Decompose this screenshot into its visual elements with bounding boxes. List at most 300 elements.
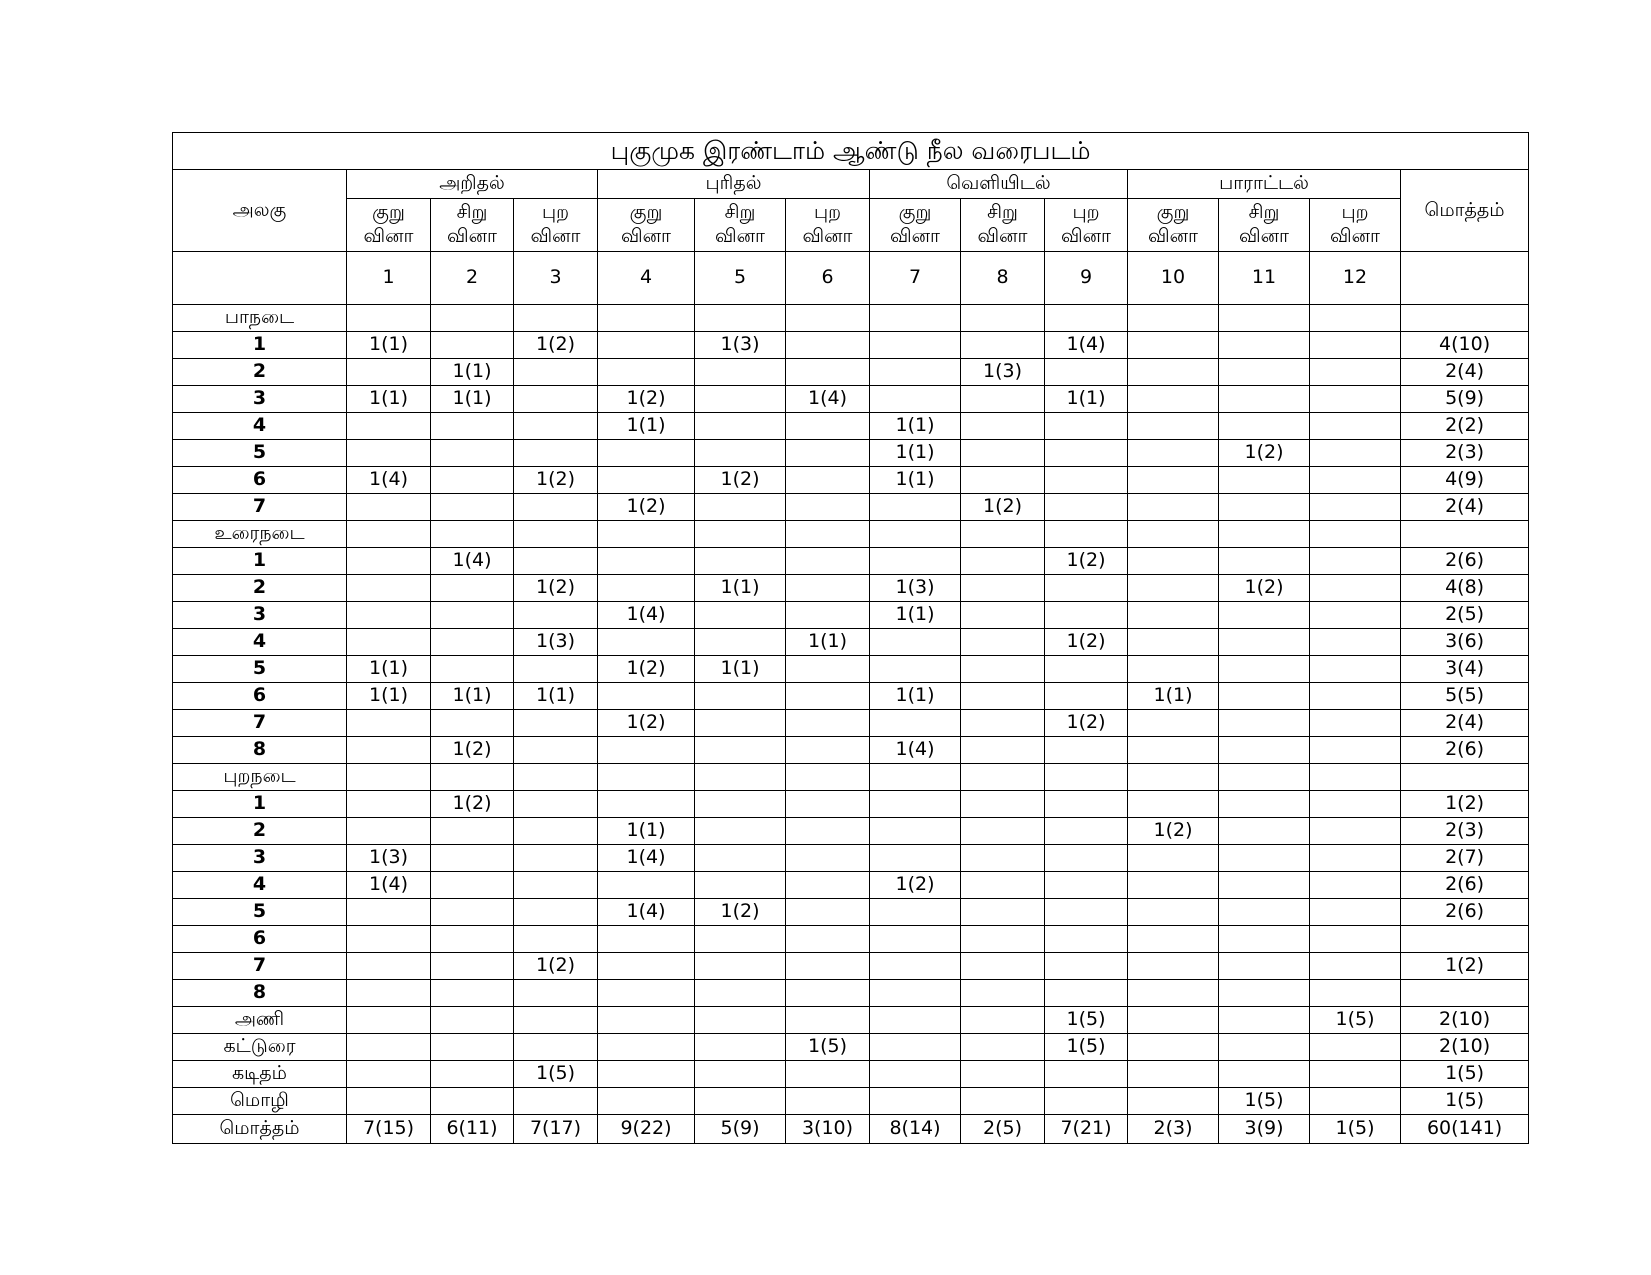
unit-number: 3: [173, 845, 347, 872]
table-cell: 1(1): [870, 683, 961, 710]
table-cell: [347, 359, 431, 386]
table-cell: 1(4): [870, 737, 961, 764]
table-cell: [1045, 1061, 1128, 1088]
table-row: [173, 656, 1529, 683]
table-cell: [870, 818, 961, 845]
table-cell: [431, 332, 514, 359]
empty-cell: [1401, 252, 1529, 305]
table-cell: [1045, 899, 1128, 926]
table-cell: [431, 953, 514, 980]
question-type-line2: வினா: [715, 225, 765, 247]
unit-number: 6: [173, 467, 347, 494]
table-cell: [870, 899, 961, 926]
row-total: 2(5): [1401, 602, 1529, 629]
question-type-line1: குறு: [1156, 201, 1190, 224]
table-cell: [786, 872, 870, 899]
unit-number: 8: [173, 737, 347, 764]
table-cell: 1(1): [431, 359, 514, 386]
row-total: 5(9): [1401, 386, 1529, 413]
table-cell: [347, 521, 431, 548]
table-cell: [1310, 656, 1401, 683]
table-cell: [961, 521, 1045, 548]
table-cell: [1310, 494, 1401, 521]
table-cell: [870, 980, 961, 1007]
table-cell: [1128, 926, 1219, 953]
table-row: [173, 953, 1529, 980]
table-cell: [786, 737, 870, 764]
table-cell: [1310, 791, 1401, 818]
table-cell: [961, 953, 1045, 980]
table-cell: [786, 899, 870, 926]
section-label: கடிதம்: [173, 1061, 347, 1088]
question-type-line1: குறு: [372, 201, 405, 224]
table-cell: [1128, 764, 1219, 791]
table-cell: [431, 575, 514, 602]
table-cell: [786, 1061, 870, 1088]
table-cell: 1(2): [598, 386, 695, 413]
row-total: [1401, 521, 1529, 548]
table-cell: [870, 629, 961, 656]
column-number: 9: [1045, 252, 1128, 305]
table-cell: [695, 872, 786, 899]
column-number: 2: [431, 252, 514, 305]
table-cell: [1310, 575, 1401, 602]
table-cell: [514, 548, 598, 575]
table-cell: [1045, 1088, 1128, 1115]
question-type-line2: வினா: [802, 225, 853, 247]
table-cell: [1219, 791, 1310, 818]
table-cell: [431, 440, 514, 467]
table-cell: [598, 332, 695, 359]
row-total: 5(5): [1401, 683, 1529, 710]
table-cell: [695, 305, 786, 332]
table-cell: [1219, 1007, 1310, 1034]
group-header: புரிதல்: [598, 170, 870, 199]
table-cell: [1310, 683, 1401, 710]
table-cell: [1310, 1061, 1401, 1088]
table-cell: [598, 1034, 695, 1061]
table-cell: [1219, 494, 1310, 521]
table-cell: [695, 1088, 786, 1115]
table-cell: [961, 980, 1045, 1007]
table-cell: [598, 683, 695, 710]
table-cell: [961, 656, 1045, 683]
table-cell: [1128, 575, 1219, 602]
table-cell: 1(1): [786, 629, 870, 656]
table-cell: [431, 1034, 514, 1061]
table-cell: [870, 494, 961, 521]
table-cell: [695, 953, 786, 980]
table-cell: 1(2): [598, 710, 695, 737]
table-row: [173, 818, 1529, 845]
table-cell: [1128, 386, 1219, 413]
table-cell: [347, 1061, 431, 1088]
table-cell: [431, 926, 514, 953]
table-cell: [1219, 521, 1310, 548]
table-cell: [786, 521, 870, 548]
table-cell: [695, 791, 786, 818]
question-type-line1: சிறு: [724, 201, 756, 224]
table-cell: [1045, 467, 1128, 494]
table-cell: [1128, 656, 1219, 683]
unit-number: 4: [173, 629, 347, 656]
row-total: 4(8): [1401, 575, 1529, 602]
table-cell: 1(2): [1045, 710, 1128, 737]
table-cell: [1310, 548, 1401, 575]
table-cell: 1(4): [347, 872, 431, 899]
table-cell: 1(2): [870, 872, 961, 899]
table-cell: [431, 872, 514, 899]
table-cell: [598, 575, 695, 602]
table-cell: [1045, 818, 1128, 845]
table-cell: 1(2): [1045, 548, 1128, 575]
table-cell: [695, 845, 786, 872]
table-cell: [961, 386, 1045, 413]
table-cell: [1310, 1088, 1401, 1115]
table-cell: [695, 737, 786, 764]
table-cell: [870, 926, 961, 953]
table-cell: 1(1): [347, 656, 431, 683]
column-total: 7(15): [347, 1115, 431, 1144]
table-cell: 1(2): [1219, 440, 1310, 467]
unit-number: 5: [173, 656, 347, 683]
table-cell: [870, 710, 961, 737]
grand-total: 60(141): [1401, 1115, 1529, 1144]
unit-number: 1: [173, 791, 347, 818]
table-cell: [1045, 521, 1128, 548]
table-cell: [695, 359, 786, 386]
question-type-line1: சிறு: [456, 201, 488, 224]
table-row: [173, 305, 1529, 332]
row-total: 2(6): [1401, 548, 1529, 575]
table-cell: [786, 818, 870, 845]
table-cell: [431, 710, 514, 737]
column-total: 5(9): [695, 1115, 786, 1144]
table-cell: [1128, 1034, 1219, 1061]
table-cell: 1(1): [598, 818, 695, 845]
table-cell: [786, 710, 870, 737]
question-type-line1: குறு: [629, 201, 663, 224]
table-cell: 1(3): [870, 575, 961, 602]
row-total: 1(2): [1401, 953, 1529, 980]
table-cell: [961, 1061, 1045, 1088]
question-type-line2: வினா: [1148, 225, 1198, 247]
table-row: [173, 980, 1529, 1007]
table-cell: [598, 1061, 695, 1088]
table-cell: [514, 737, 598, 764]
unit-number: 1: [173, 332, 347, 359]
table-cell: 1(1): [347, 332, 431, 359]
table-cell: [870, 791, 961, 818]
unit-number: 3: [173, 602, 347, 629]
unit-number: 3: [173, 386, 347, 413]
table-cell: [1128, 440, 1219, 467]
table-row: [173, 683, 1529, 710]
table-cell: [1310, 440, 1401, 467]
table-cell: [1310, 629, 1401, 656]
table-cell: [961, 845, 1045, 872]
total-header: மொத்தம்: [1401, 170, 1529, 252]
table-cell: 1(4): [431, 548, 514, 575]
question-type-header: [598, 199, 695, 252]
column-total: 7(17): [514, 1115, 598, 1144]
table-cell: [514, 845, 598, 872]
column-number: 7: [870, 252, 961, 305]
table-row: [173, 1034, 1529, 1061]
table-cell: [1310, 818, 1401, 845]
table-cell: [1128, 305, 1219, 332]
table-cell: [961, 710, 1045, 737]
table-cell: 1(3): [961, 359, 1045, 386]
unit-number: 5: [173, 440, 347, 467]
table-row: [173, 575, 1529, 602]
table-cell: [695, 629, 786, 656]
table-row: [173, 494, 1529, 521]
table-cell: 1(1): [431, 683, 514, 710]
table-cell: [961, 629, 1045, 656]
column-number: 12: [1310, 252, 1401, 305]
table-cell: [431, 1007, 514, 1034]
table-cell: [347, 440, 431, 467]
row-total: 2(6): [1401, 899, 1529, 926]
group-header: வெளியிடல்: [870, 170, 1128, 199]
table-cell: [786, 305, 870, 332]
table-cell: [598, 926, 695, 953]
table-cell: [695, 926, 786, 953]
table-cell: [695, 413, 786, 440]
table-cell: [1310, 926, 1401, 953]
table-cell: [870, 656, 961, 683]
table-cell: [1219, 818, 1310, 845]
table-row: [173, 1088, 1529, 1115]
table-cell: 1(4): [1045, 332, 1128, 359]
table-cell: [514, 1034, 598, 1061]
table-cell: 1(4): [598, 845, 695, 872]
table-cell: [598, 440, 695, 467]
table-cell: [347, 818, 431, 845]
table-cell: [347, 710, 431, 737]
table-cell: [1219, 737, 1310, 764]
table-cell: 1(2): [1128, 818, 1219, 845]
table-cell: [1219, 899, 1310, 926]
table-cell: [431, 1061, 514, 1088]
unit-header: அலகு: [173, 170, 347, 252]
table-cell: [598, 953, 695, 980]
unit-number: 2: [173, 818, 347, 845]
table-cell: [598, 737, 695, 764]
row-total: 4(9): [1401, 467, 1529, 494]
table-cell: [1045, 872, 1128, 899]
table-cell: [1310, 602, 1401, 629]
question-type-line2: வினா: [890, 225, 940, 247]
question-type-header: [786, 199, 870, 252]
table-row: [173, 440, 1529, 467]
table-cell: 1(1): [347, 683, 431, 710]
question-type-line1: சிறு: [1248, 201, 1280, 224]
table-cell: [1128, 359, 1219, 386]
row-total: 2(4): [1401, 359, 1529, 386]
table-cell: 1(5): [514, 1061, 598, 1088]
table-cell: 1(2): [514, 575, 598, 602]
table-cell: [1128, 953, 1219, 980]
table-cell: [1310, 737, 1401, 764]
table-row: [173, 1007, 1529, 1034]
question-type-line1: சிறு: [987, 201, 1018, 224]
table-cell: [695, 521, 786, 548]
column-number: 3: [514, 252, 598, 305]
table-cell: [598, 791, 695, 818]
table-cell: [695, 386, 786, 413]
table-cell: [870, 1034, 961, 1061]
row-total: 2(6): [1401, 737, 1529, 764]
row-total: 1(2): [1401, 791, 1529, 818]
table-cell: [598, 467, 695, 494]
table-cell: [1219, 413, 1310, 440]
table-cell: 1(2): [961, 494, 1045, 521]
row-total: 4(10): [1401, 332, 1529, 359]
table-cell: [961, 818, 1045, 845]
row-total: 1(5): [1401, 1088, 1529, 1115]
table-cell: [347, 1007, 431, 1034]
table-cell: [598, 305, 695, 332]
table-cell: [1128, 1088, 1219, 1115]
table-cell: [786, 602, 870, 629]
column-number: 5: [695, 252, 786, 305]
table-cell: [514, 1007, 598, 1034]
table-cell: [870, 764, 961, 791]
table-cell: [1310, 305, 1401, 332]
table-cell: [870, 1088, 961, 1115]
table-cell: [1045, 953, 1128, 980]
question-type-line1: குறு: [898, 201, 932, 224]
table-cell: [1219, 953, 1310, 980]
table-cell: 1(3): [347, 845, 431, 872]
table-cell: [347, 1088, 431, 1115]
table-cell: [1219, 872, 1310, 899]
question-type-line2: வினா: [621, 225, 671, 247]
table-cell: [1219, 602, 1310, 629]
table-row: [173, 521, 1529, 548]
table-cell: [1310, 872, 1401, 899]
table-cell: [347, 926, 431, 953]
table-cell: [431, 980, 514, 1007]
table-cell: 1(3): [695, 332, 786, 359]
row-total: 2(6): [1401, 872, 1529, 899]
table-cell: [1219, 359, 1310, 386]
table-cell: [786, 764, 870, 791]
table-cell: [431, 602, 514, 629]
column-total: 2(3): [1128, 1115, 1219, 1144]
section-label: பாநடை: [173, 305, 347, 332]
table-cell: [961, 332, 1045, 359]
row-total: 2(10): [1401, 1034, 1529, 1061]
question-type-header: [1128, 199, 1219, 252]
row-total: [1401, 926, 1529, 953]
table-cell: [786, 548, 870, 575]
table-cell: [1045, 845, 1128, 872]
table-cell: [870, 1061, 961, 1088]
table-cell: 1(1): [514, 683, 598, 710]
table-row: [173, 413, 1529, 440]
table-cell: [598, 1007, 695, 1034]
table-cell: [961, 899, 1045, 926]
table-cell: [1219, 548, 1310, 575]
table-cell: [347, 602, 431, 629]
table-cell: [786, 683, 870, 710]
table-cell: 1(5): [1045, 1007, 1128, 1034]
table-cell: [961, 413, 1045, 440]
question-type-line2: வினா: [1330, 225, 1380, 247]
table-cell: [1128, 710, 1219, 737]
table-cell: [961, 764, 1045, 791]
row-total: 2(10): [1401, 1007, 1529, 1034]
row-total: 2(3): [1401, 818, 1529, 845]
table-cell: [1219, 764, 1310, 791]
table-cell: [1128, 629, 1219, 656]
table-cell: [1128, 467, 1219, 494]
table-cell: [1128, 872, 1219, 899]
table-cell: [598, 1088, 695, 1115]
table-cell: [786, 575, 870, 602]
table-cell: 1(1): [1128, 683, 1219, 710]
table-cell: [598, 980, 695, 1007]
row-total: [1401, 764, 1529, 791]
question-type-line1: புற: [541, 201, 570, 224]
table-cell: [870, 386, 961, 413]
table-cell: [870, 305, 961, 332]
column-number-row: [173, 252, 1529, 305]
table-cell: [695, 764, 786, 791]
section-label: அணி: [173, 1007, 347, 1034]
table-cell: [431, 1088, 514, 1115]
table-cell: 1(1): [870, 413, 961, 440]
unit-number: 4: [173, 872, 347, 899]
table-cell: [961, 440, 1045, 467]
table-cell: [1045, 494, 1128, 521]
table-cell: [695, 1007, 786, 1034]
table-cell: [1219, 305, 1310, 332]
table-cell: 1(1): [695, 575, 786, 602]
row-total: 2(2): [1401, 413, 1529, 440]
table-cell: [1128, 899, 1219, 926]
table-cell: [1045, 683, 1128, 710]
table-cell: [1310, 1034, 1401, 1061]
section-label: புறநடை: [173, 764, 347, 791]
table-cell: [695, 1061, 786, 1088]
table-cell: 1(1): [695, 656, 786, 683]
table-cell: [598, 629, 695, 656]
table-row: [173, 332, 1529, 359]
unit-number: 2: [173, 575, 347, 602]
unit-number: 8: [173, 980, 347, 1007]
table-cell: [1219, 656, 1310, 683]
table-cell: [598, 359, 695, 386]
table-row: [173, 359, 1529, 386]
table-cell: [1310, 953, 1401, 980]
table-cell: [514, 656, 598, 683]
table-row: [173, 872, 1529, 899]
table-cell: [870, 521, 961, 548]
table-cell: [347, 1034, 431, 1061]
table-cell: [431, 467, 514, 494]
row-total: 2(4): [1401, 710, 1529, 737]
table-cell: [961, 467, 1045, 494]
table-cell: [347, 737, 431, 764]
table-cell: 1(2): [431, 737, 514, 764]
table-cell: [1310, 764, 1401, 791]
question-type-line1: புற: [813, 201, 842, 224]
column-number: 11: [1219, 252, 1310, 305]
